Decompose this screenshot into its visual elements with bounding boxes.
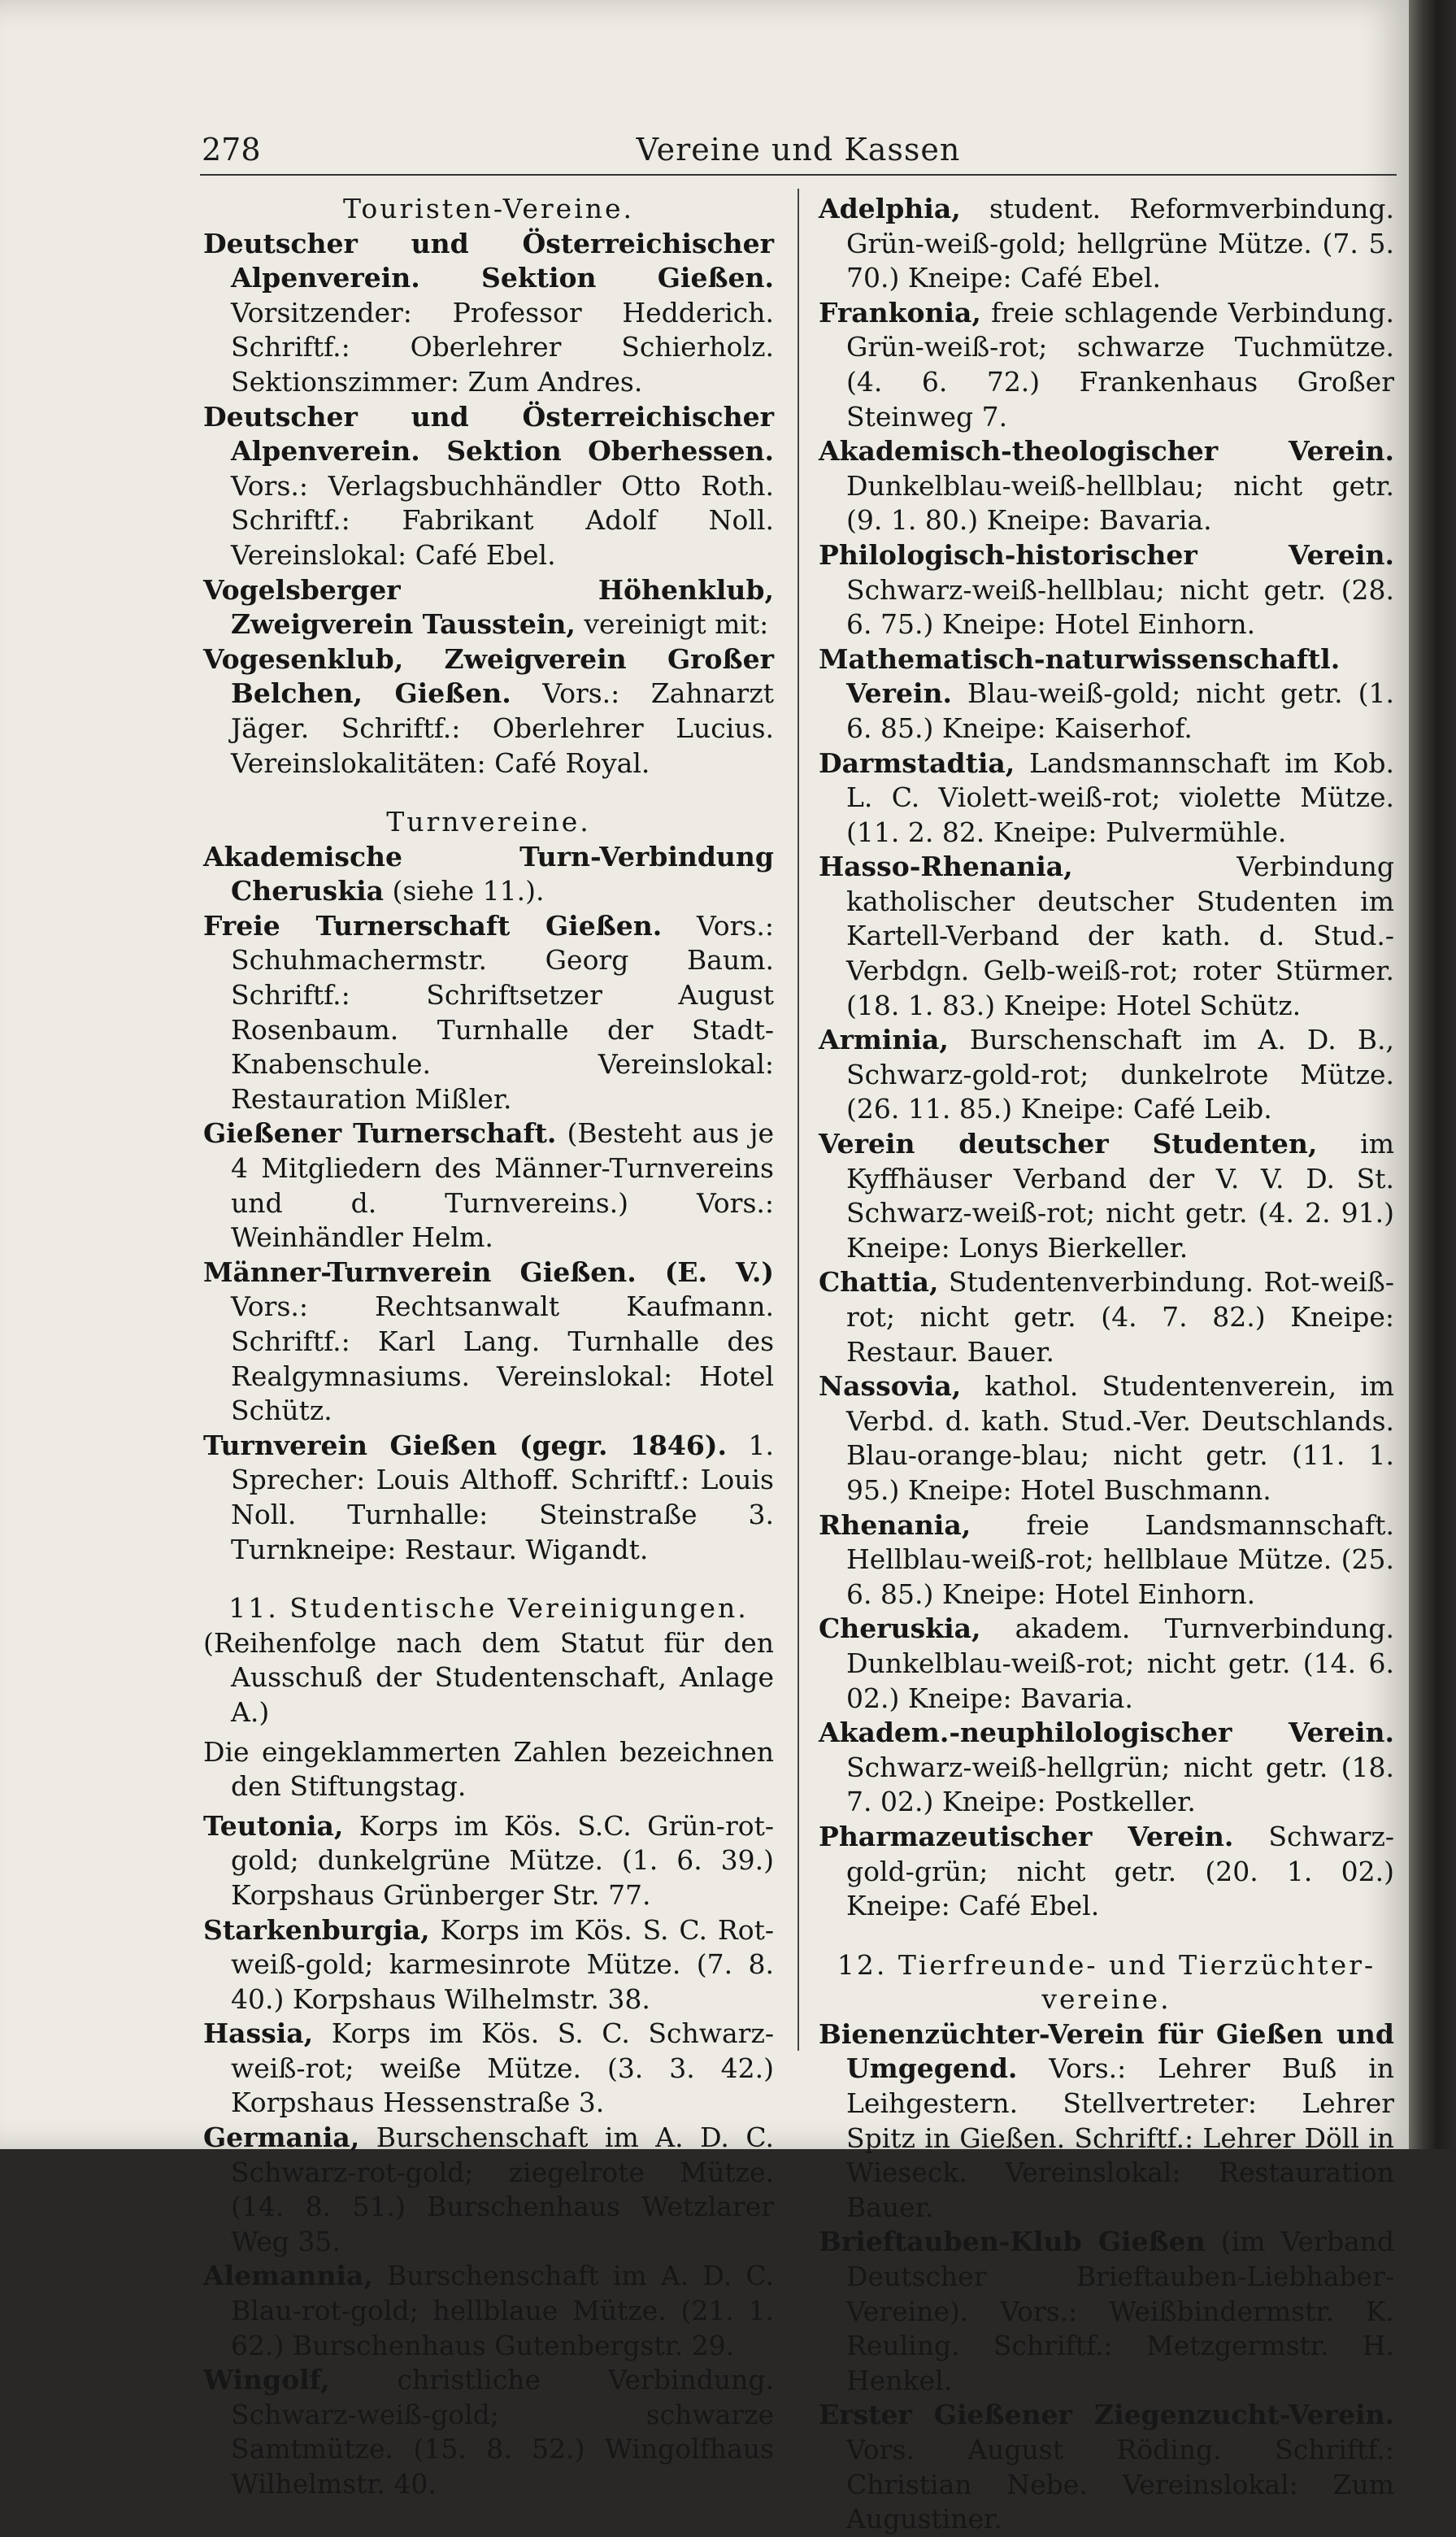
column-divider <box>798 189 799 2051</box>
entry-name: Akadem.-neuphilologischer Verein. <box>819 1717 1394 1749</box>
book-spine <box>1409 0 1456 2149</box>
entry-details: Vors.: Lehrer Buß in Leihgestern. Stellvertreter: Lehrer Spitz in Gießen. Schriftf.: Lehrer Döll in Wieseck. Vereinslokal: Restauration Bauer. <box>846 2052 1394 2223</box>
entry-name: Mathematisch-naturwissenschaftl. Verein. <box>819 642 1341 710</box>
entry-name: Hasso-Rhenania, <box>819 851 1073 883</box>
entry-name: Vogelsberger Höhenklub, Zweigverein Tausstein, <box>203 573 774 641</box>
entry-name: Brieftauben-Klub Gießen <box>819 2226 1206 2258</box>
left-column <box>203 192 774 2502</box>
entry-details: Vors.: Rechtsanwalt Kaufmann. Schriftf.: Karl Lang. Turnhalle des Realgymnasiums. Vereinslokal: Hotel Schütz. <box>231 1290 774 1427</box>
entry-details: im Kyffhäuser Verband der V. V. D. St. Schwarz-weiß-rot; nicht getr. (4. 2. 91.) Kneipe: Lonys Bierkeller. <box>846 1128 1394 1264</box>
entry-details: Vors.: Verlagsbuchhändler Otto Roth. Schriftf.: Fabrikant Adolf Noll. Vereinslokal: Café Ebel. <box>231 469 774 571</box>
entry-details: kathol. Studentenverein, im Verbd. d. kath. Stud.-Ver. Deutschlands. Blau-orange-blau; nicht getr. (11. 1. 95.) Kneipe: Hotel Buschmann. <box>846 1370 1394 1506</box>
section-heading: 11. Studentische Vereinigungen. <box>228 1592 749 1625</box>
directory-entry <box>819 1023 1394 1127</box>
directory-entry <box>819 850 1394 1023</box>
section-gap <box>203 781 774 805</box>
entry-details: Burschenschaft im A. D. B., Schwarz-gold-rot; dunkelrote Mütze. (26. 11. 85.) Kneipe: Café Leib. <box>846 1024 1394 1125</box>
directory-entry <box>819 1127 1394 1265</box>
directory-entry <box>819 1716 1394 1820</box>
entry-name: Deutscher und Österreichischer Alpenverein. Sektion Oberhessen. <box>203 400 774 468</box>
entry-details: Vorsitzender: Professor Hedderich. Schriftf.: Oberlehrer Schierholz. Sektionszimmer: Zum Andres. <box>231 296 774 398</box>
entry-details: Burschenschaft im A. D. C. Schwarz-rot-gold; ziegelrote Mütze. (14. 8. 51.) Burschenhaus Wetzlarer Weg 35. <box>231 2121 774 2257</box>
entry-details: Vors.: Zahnarzt Jäger. Schriftf.: Oberlehrer Lucius. Vereinslokalitäten: Café Royal. <box>231 677 774 779</box>
directory-entry <box>203 1116 774 1255</box>
entry-details: Korps im Kös. S.C. Grün-rot-gold; dunkelgrüne Mütze. (1. 6. 39.) Korpshaus Grünberger Str. 77. <box>231 1809 774 1911</box>
entry-details: Dunkelblau-weiß-hellblau; nicht getr. (9. 1. 80.) Kneipe: Bavaria. <box>846 469 1394 537</box>
section-gap <box>203 1567 774 1591</box>
entry-name: Germania, <box>203 2121 360 2154</box>
directory-entry <box>203 1429 774 1567</box>
entry-name: Gießener Turnerschaft. <box>203 1117 557 1150</box>
directory-entry <box>203 2017 774 2121</box>
entry-details: 1. Sprecher: Louis Althoff. Schriftf.: Louis Noll. Turnhalle: Steinstraße 3. Turnkneipe: Restaur. Wigandt. <box>231 1429 774 1565</box>
directory-entry <box>819 1508 1394 1612</box>
directory-entry <box>203 840 774 909</box>
directory-entry <box>819 1820 1394 1924</box>
directory-entry <box>203 1255 774 1429</box>
section-gap <box>819 1924 1394 1948</box>
entry-details: christliche Verbindung. Schwarz-weiß-gold; schwarze Samtmütze. (15. 8. 52.) Wingolfhaus Wilhelmstr. 40. <box>231 2364 774 2500</box>
directory-entry <box>819 746 1394 851</box>
entry-name: Starkenburgia, <box>203 1913 430 1946</box>
directory-entry <box>203 227 774 400</box>
entry-details: Schwarz-weiß-hellgrün; nicht getr. (18. 7. 02.) Kneipe: Postkeller. <box>846 1751 1394 1818</box>
directory-entry <box>819 538 1394 642</box>
running-title: Vereine und Kassen <box>636 132 961 168</box>
directory-entry <box>819 2225 1394 2398</box>
entry-name: Akademische Turn-Verbindung Cheruskia <box>203 840 774 907</box>
entry-name: Vogesenklub, Zweigverein Großer Belchen, Gießen. <box>203 642 774 710</box>
directory-entry <box>203 2363 774 2501</box>
directory-entry <box>203 1809 774 1913</box>
directory-entry <box>203 573 774 642</box>
directory-entry <box>819 2398 1394 2536</box>
section-note: (Reihenfolge nach dem Statut für den Ausschuß der Studentenschaft, Anlage A.) <box>203 1626 774 1728</box>
entry-name: Freie Turnerschaft Gießen. <box>203 909 663 942</box>
entry-name: Alemannia, <box>203 2260 373 2292</box>
entry-name: Pharmazeutischer Verein. <box>819 1820 1234 1852</box>
header-rule <box>200 174 1397 176</box>
entry-details: Verbindung katholischer deutscher Studenten im Kartell-Verband der kath. d. Stud.-Verbdgn. Gelb-weiß-rot; roter Stürmer. (18. 1. 83.) Kneipe: Hotel Schütz. <box>846 851 1394 1021</box>
entry-name: Turnverein Gießen (gegr. 1846). <box>203 1429 727 1461</box>
entry-name: Nassovia, <box>819 1370 962 1403</box>
entry-details: freie schlagende Verbindung. Grün-weiß-rot; schwarze Tuchmütze. (4. 6. 72.) Frankenhaus Großer Steinweg 7. <box>846 296 1394 433</box>
entry-details: Vors. August Röding. Schriftf.: Christian Nebe. Vereinslokal: Zum Augustiner. <box>846 2434 1394 2535</box>
entry-details: (siehe 11.). <box>384 875 545 907</box>
directory-entry <box>203 400 774 573</box>
entry-name: Erster Gießener Ziegenzucht-Verein. <box>819 2399 1394 2431</box>
entry-name: Chattia, <box>819 1266 939 1299</box>
entry-details: (im Verband Deutscher Brieftauben-Liebhaber-Vereine). Vors.: Weißbindermstr. K. Reuling. Schriftf.: Metzgermstr. H. Henkel. <box>846 2226 1394 2396</box>
entry-details: Korps im Kös. S. C. Rot-weiß-gold; karmesinrote Mütze. (7. 8. 40.) Korpshaus Wilhelmstr. 38. <box>231 1913 774 2015</box>
entry-name: Verein deutscher Studenten, <box>819 1128 1318 1160</box>
entry-name: Frankonia, <box>819 296 981 329</box>
section-heading: Turnvereine. <box>386 806 591 838</box>
directory-entry <box>819 1612 1394 1716</box>
right-column <box>819 192 1394 2537</box>
directory-entry <box>203 642 774 781</box>
entry-name: Darmstadtia, <box>819 746 1015 779</box>
directory-entry <box>203 2121 774 2259</box>
entry-name: Akademisch-theologischer Verein. <box>819 435 1394 468</box>
directory-entry <box>819 642 1394 746</box>
entry-name: Hassia, <box>203 2017 314 2050</box>
entry-name: Männer-Turnverein Gießen. (E. V.) <box>203 1255 774 1288</box>
entry-name: Arminia, <box>819 1024 949 1056</box>
entry-name: Teutonia, <box>203 1809 344 1842</box>
directory-entry <box>819 1369 1394 1508</box>
section-heading: 12. Tierfreunde- und Tierzüchter-vereine. <box>837 1948 1376 2016</box>
entry-details: akadem. Turnverbindung. Dunkelblau-weiß-rot; nicht getr. (14. 6. 02.) Kneipe: Bavaria. <box>846 1612 1394 1714</box>
directory-entry <box>819 434 1394 538</box>
entry-name: Adelphia, <box>819 193 961 224</box>
page-header <box>202 132 1395 177</box>
entry-details: freie Landsmannschaft. Hellblau-weiß-rot; hellblaue Mütze. (25. 6. 85.) Kneipe: Hotel Einhorn. <box>846 1508 1394 1610</box>
directory-entry <box>819 192 1394 296</box>
directory-entry <box>819 1265 1394 1369</box>
entry-details: (Besteht aus je 4 Mitgliedern des Männer-Turnvereins und d. Turnvereins.) Vors.: Weinhändler Helm. <box>231 1117 774 1254</box>
directory-entry <box>203 2259 774 2363</box>
entry-name: Wingolf, <box>203 2364 330 2396</box>
section-note: Die eingeklammerten Zahlen bezeichnen den Stiftungstag. <box>203 1735 774 1803</box>
directory-entry <box>819 2017 1394 2226</box>
entry-details: Landsmannschaft im Kob. L. C. Violett-weiß-rot; violette Mütze. (11. 2. 82. Kneipe: Pulvermühle. <box>846 746 1394 848</box>
directory-entry <box>203 909 774 1117</box>
entry-details: vereinigt mit: <box>575 608 769 641</box>
entry-details: Vors.: Schuhmachermstr. Georg Baum. Schriftf.: Schriftsetzer August Rosenbaum. Turnhalle der Stadt-Knabenschule. Vereinslokal: Restauration Mißler. <box>231 909 774 1115</box>
entry-name: Rhenania, <box>819 1508 971 1541</box>
entry-name: Bienenzüchter-Verein für Gießen und Umgegend. <box>819 2017 1394 2085</box>
entry-details: Blau-weiß-gold; nicht getr. (1. 6. 85.) Kneipe: Kaiserhof. <box>846 677 1394 744</box>
section-heading: Touristen-Vereine. <box>342 193 635 224</box>
directory-entry <box>203 1913 774 2017</box>
entry-details: Studentenverbindung. Rot-weiß-rot; nicht getr. (4. 7. 82.) Kneipe: Restaur. Bauer. <box>846 1266 1394 1368</box>
entry-details: Schwarz-gold-grün; nicht getr. (20. 1. 02.) Kneipe: Café Ebel. <box>846 1820 1394 1922</box>
entry-details: Schwarz-weiß-hellblau; nicht getr. (28. 6. 75.) Kneipe: Hotel Einhorn. <box>846 573 1394 641</box>
entry-name: Deutscher und Österreichischer Alpenverein. Sektion Gießen. <box>203 227 774 294</box>
page-number: 278 <box>202 132 261 168</box>
entry-name: Cheruskia, <box>819 1612 981 1645</box>
entry-details: student. Reformverbindung. Grün-weiß-gold; hellgrüne Mütze. (7. 5. 70.) Kneipe: Café Ebel. <box>846 193 1394 294</box>
directory-entry <box>819 296 1394 434</box>
entry-details: Burschenschaft im A. D. C. Blau-rot-gold; hellblaue Mütze. (21. 1. 62.) Burschenhaus Gutenbergstr. 29. <box>231 2260 774 2361</box>
entry-details: Korps im Kös. S. C. Schwarz-weiß-rot; weiße Mütze. (3. 3. 42.) Korpshaus Hessenstraße 3. <box>231 2017 774 2119</box>
entry-name: Philologisch-historischer Verein. <box>819 538 1394 571</box>
